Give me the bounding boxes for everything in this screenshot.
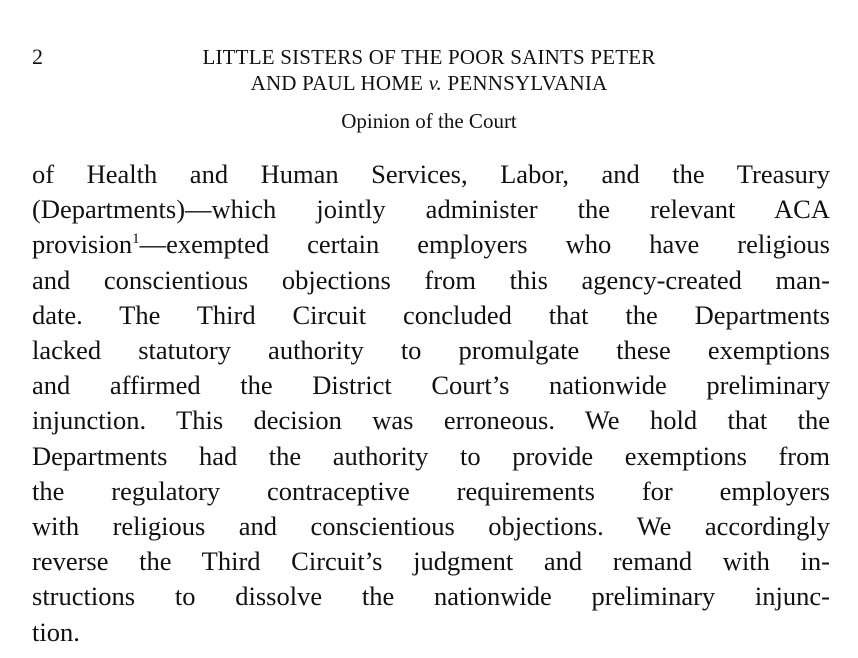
opinion-body-text (32, 157, 830, 650)
text-line-rest: —exempted certain employers who have religious (139, 229, 830, 260)
text-line: reverse the Third Circuit’s judgment and remand with in- (32, 546, 830, 577)
opinion-label: Opinion of the Court (341, 109, 517, 133)
text-line: Departments had the authority to provide exemptions from (32, 440, 830, 471)
text-line: (Departments)—which jointly administer the relevant ACA (32, 194, 830, 225)
text-line-start: provision (32, 229, 133, 260)
text-line: the regulatory contraceptive requirements for employers (32, 475, 830, 506)
text-line: lacked statutory authority to promulgate these exemptions (32, 335, 830, 366)
running-head-line-2-end: PENNSYLVANIA (442, 71, 608, 95)
text-line: with religious and conscientious objections. We accordingly (32, 511, 830, 542)
running-head-versus: v. (428, 71, 443, 95)
running-head-line-1: LITTLE SISTERS OF THE POOR SAINTS PETER (202, 45, 656, 69)
text-line: date. The Third Circuit concluded that the Departments (32, 299, 830, 330)
running-head-line-2-start: AND PAUL HOME (250, 71, 429, 95)
page-number: 2 (32, 44, 43, 69)
text-line (32, 227, 830, 262)
running-head (0, 44, 858, 96)
text-line: structions to dissolve the nationwide preliminary injunc- (32, 581, 830, 612)
text-line: tion. (32, 616, 80, 647)
text-line: of Health and Human Services, Labor, and the Treasury (32, 159, 830, 189)
text-line: and conscientious objections from this agency-created man- (32, 264, 830, 295)
footnote-reference[interactable]: 1 (132, 231, 140, 248)
text-line: and affirmed the District Court’s nationwide preliminary (32, 370, 830, 401)
running-head-line-2 (0, 70, 858, 96)
text-line: injunction. This decision was erroneous. We hold that the (32, 405, 830, 436)
